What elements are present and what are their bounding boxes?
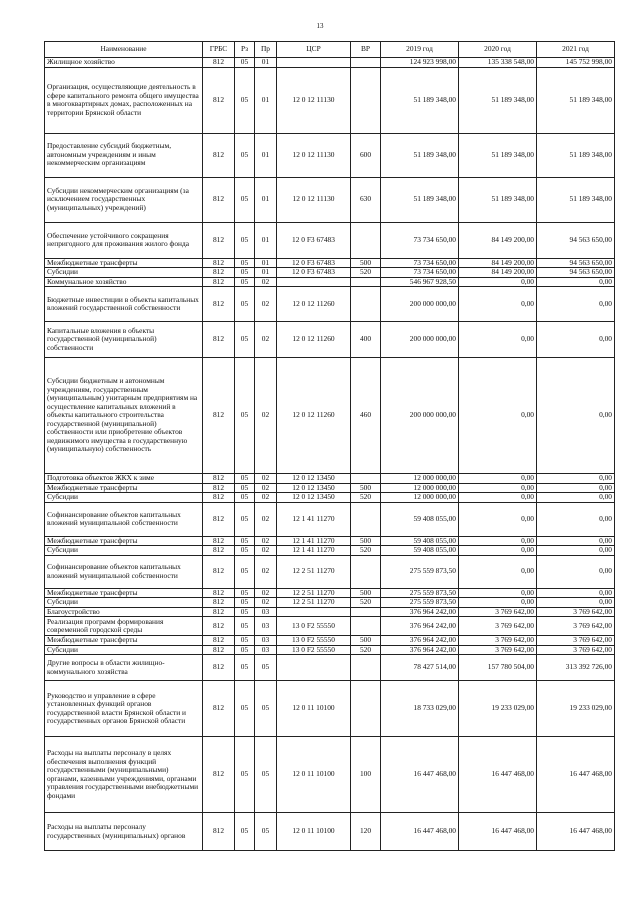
cell-csr: 12 2 51 11270: [277, 598, 351, 608]
table-body: [45, 58, 615, 851]
cell-rz: 05: [235, 322, 255, 358]
cell-rz: 05: [235, 268, 255, 278]
cell-2021: 0,00: [537, 588, 615, 598]
cell-2021: 313 392 726,00: [537, 655, 615, 681]
header-row: [45, 42, 615, 58]
cell-pr: 03: [255, 617, 277, 636]
table-row: [45, 177, 615, 222]
cell-grbs: 812: [203, 813, 235, 851]
cell-rz: 05: [235, 555, 255, 588]
cell-vr: 460: [351, 358, 381, 474]
cell-vr: 630: [351, 177, 381, 222]
cell-2019: 18 733 029,00: [381, 681, 459, 737]
table-row: [45, 268, 615, 278]
cell-2019: 12 000 000,00: [381, 483, 459, 493]
cell-2021: 0,00: [537, 555, 615, 588]
cell-2021: 16 447 468,00: [537, 737, 615, 813]
cell-grbs: 812: [203, 358, 235, 474]
table-row: [45, 655, 615, 681]
table-row: [45, 536, 615, 546]
table-row: [45, 607, 615, 617]
cell-csr: 12 1 41 11270: [277, 546, 351, 556]
cell-2020: 51 189 348,00: [459, 177, 537, 222]
cell-grbs: 812: [203, 636, 235, 646]
cell-pr: 05: [255, 655, 277, 681]
cell-csr: [277, 607, 351, 617]
cell-name: Субсидии некоммерческим организациям (за исключением государственных (муниципальных) учреждений): [45, 177, 203, 222]
cell-2019: 59 408 055,00: [381, 502, 459, 536]
cell-name: Софинансирование объектов капитальных вложений муниципальной собственности: [45, 502, 203, 536]
cell-grbs: 812: [203, 222, 235, 258]
table-row: [45, 502, 615, 536]
cell-csr: 12 0 12 11260: [277, 358, 351, 474]
cell-pr: 03: [255, 645, 277, 655]
cell-vr: 500: [351, 588, 381, 598]
table-row: [45, 58, 615, 68]
cell-name: Обеспечение устойчивого сокращения непригодного для проживания жилого фонда: [45, 222, 203, 258]
cell-2019: 275 559 873,50: [381, 555, 459, 588]
cell-2020: 3 769 642,00: [459, 636, 537, 646]
cell-grbs: 812: [203, 133, 235, 177]
cell-grbs: 812: [203, 67, 235, 133]
cell-2019: 73 734 650,00: [381, 222, 459, 258]
cell-2021: 145 752 998,00: [537, 58, 615, 68]
cell-pr: 01: [255, 177, 277, 222]
table-row: [45, 617, 615, 636]
table-row: [45, 474, 615, 484]
table-row: [45, 493, 615, 503]
table-row: [45, 277, 615, 287]
cell-2020: 84 149 200,00: [459, 268, 537, 278]
cell-2019: 275 559 873,50: [381, 588, 459, 598]
cell-csr: [277, 58, 351, 68]
cell-name: Софинансирование объектов капитальных вложений муниципальной собственности: [45, 555, 203, 588]
cell-grbs: 812: [203, 277, 235, 287]
cell-2020: 0,00: [459, 598, 537, 608]
cell-name: Реализация программ формирования современной городской среды: [45, 617, 203, 636]
header-2020: 2020 год: [459, 42, 537, 58]
cell-name: Расходы на выплаты персоналу государственных (муниципальных) органов: [45, 813, 203, 851]
header-2019: 2019 год: [381, 42, 459, 58]
cell-2020: 3 769 642,00: [459, 645, 537, 655]
cell-rz: 05: [235, 502, 255, 536]
cell-csr: 12 0 12 11260: [277, 322, 351, 358]
cell-csr: 13 0 F2 55550: [277, 636, 351, 646]
cell-pr: 05: [255, 681, 277, 737]
cell-name: Субсидии: [45, 546, 203, 556]
cell-2020: 84 149 200,00: [459, 258, 537, 268]
cell-2019: 200 000 000,00: [381, 358, 459, 474]
cell-2020: 0,00: [459, 287, 537, 322]
cell-2020: 135 338 548,00: [459, 58, 537, 68]
cell-grbs: 812: [203, 177, 235, 222]
table-row: [45, 588, 615, 598]
cell-rz: 05: [235, 655, 255, 681]
cell-vr: [351, 607, 381, 617]
budget-table: [44, 41, 615, 851]
cell-csr: 12 0 12 13450: [277, 474, 351, 484]
cell-pr: 01: [255, 133, 277, 177]
cell-pr: 02: [255, 322, 277, 358]
cell-rz: 05: [235, 813, 255, 851]
cell-csr: 12 2 51 11270: [277, 588, 351, 598]
header-csr: ЦСР: [277, 42, 351, 58]
cell-2021: 3 769 642,00: [537, 607, 615, 617]
cell-name: Межбюджетные трансферты: [45, 483, 203, 493]
cell-2019: 200 000 000,00: [381, 287, 459, 322]
cell-grbs: 812: [203, 502, 235, 536]
cell-pr: 02: [255, 483, 277, 493]
cell-csr: 12 0 F3 67483: [277, 268, 351, 278]
header-pr: Пр: [255, 42, 277, 58]
cell-2021: 16 447 468,00: [537, 813, 615, 851]
cell-rz: 05: [235, 681, 255, 737]
cell-name: Подготовка объектов ЖКХ к зиме: [45, 474, 203, 484]
header-2021: 2021 год: [537, 42, 615, 58]
cell-grbs: 812: [203, 681, 235, 737]
cell-2021: 0,00: [537, 474, 615, 484]
cell-name: Субсидии: [45, 268, 203, 278]
cell-name: Межбюджетные трансферты: [45, 636, 203, 646]
cell-vr: [351, 474, 381, 484]
cell-2021: 0,00: [537, 502, 615, 536]
cell-vr: [351, 287, 381, 322]
cell-rz: 05: [235, 536, 255, 546]
cell-grbs: 812: [203, 655, 235, 681]
cell-2019: 12 000 000,00: [381, 474, 459, 484]
cell-name: Жилищное хозяйство: [45, 58, 203, 68]
cell-grbs: 812: [203, 322, 235, 358]
cell-grbs: 812: [203, 483, 235, 493]
cell-2019: 73 734 650,00: [381, 268, 459, 278]
cell-2021: 51 189 348,00: [537, 177, 615, 222]
cell-vr: 500: [351, 536, 381, 546]
cell-2021: 0,00: [537, 358, 615, 474]
cell-name: Капитальные вложения в объекты государственной (муниципальной) собственности: [45, 322, 203, 358]
cell-pr: 02: [255, 493, 277, 503]
cell-name: Руководство и управление в сфере установленных функций органов государственной власти Брянской области и государственных органов Брянской области: [45, 681, 203, 737]
cell-2020: 0,00: [459, 555, 537, 588]
cell-2020: 0,00: [459, 546, 537, 556]
cell-grbs: 812: [203, 546, 235, 556]
cell-grbs: 812: [203, 737, 235, 813]
cell-2019: 16 447 468,00: [381, 737, 459, 813]
cell-pr: 05: [255, 737, 277, 813]
cell-rz: 05: [235, 636, 255, 646]
cell-vr: 520: [351, 645, 381, 655]
cell-2020: 0,00: [459, 588, 537, 598]
cell-grbs: 812: [203, 617, 235, 636]
cell-name: Межбюджетные трансферты: [45, 588, 203, 598]
cell-pr: 02: [255, 546, 277, 556]
cell-2020: 3 769 642,00: [459, 617, 537, 636]
cell-csr: 12 0 11 10100: [277, 681, 351, 737]
cell-2019: 275 559 873,50: [381, 598, 459, 608]
cell-csr: 12 1 41 11270: [277, 536, 351, 546]
cell-2021: 0,00: [537, 483, 615, 493]
cell-2019: 200 000 000,00: [381, 322, 459, 358]
cell-csr: [277, 277, 351, 287]
cell-pr: 02: [255, 598, 277, 608]
cell-name: Благоустройство: [45, 607, 203, 617]
cell-rz: 05: [235, 277, 255, 287]
cell-2021: 51 189 348,00: [537, 67, 615, 133]
cell-2020: 0,00: [459, 493, 537, 503]
cell-csr: 12 0 12 11130: [277, 177, 351, 222]
cell-vr: [351, 617, 381, 636]
cell-name: Субсидии: [45, 493, 203, 503]
cell-grbs: 812: [203, 607, 235, 617]
cell-vr: [351, 655, 381, 681]
cell-pr: 02: [255, 287, 277, 322]
cell-pr: 01: [255, 58, 277, 68]
cell-vr: [351, 502, 381, 536]
cell-csr: 12 0 12 13450: [277, 483, 351, 493]
cell-2021: 0,00: [537, 536, 615, 546]
cell-pr: 02: [255, 277, 277, 287]
cell-pr: 01: [255, 258, 277, 268]
cell-2020: 3 769 642,00: [459, 607, 537, 617]
cell-grbs: 812: [203, 598, 235, 608]
cell-rz: 05: [235, 358, 255, 474]
cell-vr: 500: [351, 258, 381, 268]
cell-name: Субсидии: [45, 645, 203, 655]
cell-2019: 73 734 650,00: [381, 258, 459, 268]
cell-vr: 500: [351, 483, 381, 493]
table-row: [45, 681, 615, 737]
cell-name: Предоставление субсидий бюджетным, автономным учреждениям и иным некоммерческим организациям: [45, 133, 203, 177]
cell-2021: 0,00: [537, 287, 615, 322]
cell-2020: 0,00: [459, 536, 537, 546]
cell-2021: 0,00: [537, 322, 615, 358]
cell-vr: 600: [351, 133, 381, 177]
table-row: [45, 813, 615, 851]
cell-rz: 05: [235, 474, 255, 484]
cell-2019: 376 964 242,00: [381, 617, 459, 636]
cell-grbs: 812: [203, 536, 235, 546]
table-row: [45, 258, 615, 268]
cell-vr: [351, 222, 381, 258]
cell-pr: 02: [255, 474, 277, 484]
cell-vr: 500: [351, 636, 381, 646]
cell-2019: 124 923 998,00: [381, 58, 459, 68]
header-vr: ВР: [351, 42, 381, 58]
table-row: [45, 598, 615, 608]
cell-name: Бюджетные инвестиции в объекты капитальных вложений государственной собственности: [45, 287, 203, 322]
cell-2019: 51 189 348,00: [381, 133, 459, 177]
cell-2021: 94 563 650,00: [537, 258, 615, 268]
cell-pr: 02: [255, 555, 277, 588]
cell-2020: 16 447 468,00: [459, 737, 537, 813]
cell-name: Субсидии: [45, 598, 203, 608]
cell-csr: 12 1 41 11270: [277, 502, 351, 536]
cell-csr: 12 0 11 10100: [277, 813, 351, 851]
table-row: [45, 222, 615, 258]
table-row: [45, 483, 615, 493]
cell-grbs: 812: [203, 268, 235, 278]
table-row: [45, 645, 615, 655]
cell-vr: 100: [351, 737, 381, 813]
cell-grbs: 812: [203, 645, 235, 655]
cell-2019: 376 964 242,00: [381, 645, 459, 655]
cell-2019: 51 189 348,00: [381, 67, 459, 133]
cell-vr: [351, 681, 381, 737]
cell-2021: 51 189 348,00: [537, 133, 615, 177]
cell-2021: 0,00: [537, 493, 615, 503]
cell-name: Коммунальное хозяйство: [45, 277, 203, 287]
cell-csr: 13 0 F2 55550: [277, 645, 351, 655]
cell-vr: [351, 67, 381, 133]
cell-rz: 05: [235, 177, 255, 222]
header-grbs: ГРБС: [203, 42, 235, 58]
cell-2020: 0,00: [459, 474, 537, 484]
table-row: [45, 737, 615, 813]
cell-2021: 0,00: [537, 598, 615, 608]
cell-rz: 05: [235, 222, 255, 258]
cell-pr: 02: [255, 502, 277, 536]
table-row: [45, 133, 615, 177]
cell-2021: 19 233 029,00: [537, 681, 615, 737]
cell-csr: [277, 655, 351, 681]
cell-pr: 03: [255, 636, 277, 646]
cell-grbs: 812: [203, 287, 235, 322]
cell-pr: 01: [255, 222, 277, 258]
cell-name: Организация, осуществляющие деятельность в сфере капитального ремонта общего имущества в многоквартирных домах, расположенных на территории Брянской области: [45, 67, 203, 133]
cell-rz: 05: [235, 617, 255, 636]
header-name: Наименование: [45, 42, 203, 58]
cell-2020: 16 447 468,00: [459, 813, 537, 851]
cell-pr: 02: [255, 358, 277, 474]
cell-rz: 05: [235, 287, 255, 322]
table-row: [45, 636, 615, 646]
cell-csr: 12 0 11 10100: [277, 737, 351, 813]
cell-pr: 03: [255, 607, 277, 617]
cell-2021: 94 563 650,00: [537, 222, 615, 258]
cell-pr: 05: [255, 813, 277, 851]
cell-name: Субсидии бюджетным и автономным учреждениям, государственным (муниципальным) унитарным предприятиям на осуществление капитальных вложений в объекты капитального строительства государственной (муниципальной) собственности или приобретение объектов недвижимого имущества в государственную (муниципальную) собственность: [45, 358, 203, 474]
cell-2021: 3 769 642,00: [537, 636, 615, 646]
cell-2020: 19 233 029,00: [459, 681, 537, 737]
cell-vr: [351, 277, 381, 287]
cell-2020: 0,00: [459, 502, 537, 536]
cell-rz: 05: [235, 588, 255, 598]
cell-2019: 376 964 242,00: [381, 607, 459, 617]
cell-rz: 05: [235, 133, 255, 177]
cell-csr: 12 0 F3 67483: [277, 222, 351, 258]
cell-2019: 16 447 468,00: [381, 813, 459, 851]
cell-csr: 12 0 F3 67483: [277, 258, 351, 268]
cell-name: Расходы на выплаты персоналу в целях обеспечения выполнения функций государственными (муниципальными) органами, казенными учреждениями, органами управления государственными внебюджетными фондами: [45, 737, 203, 813]
cell-grbs: 812: [203, 588, 235, 598]
cell-csr: 12 0 12 11130: [277, 133, 351, 177]
table-row: [45, 358, 615, 474]
table-row: [45, 555, 615, 588]
cell-2020: 0,00: [459, 277, 537, 287]
cell-rz: 05: [235, 67, 255, 133]
cell-name: Другие вопросы в области жилищно-коммунального хозяйства: [45, 655, 203, 681]
cell-rz: 05: [235, 546, 255, 556]
cell-2019: 59 408 055,00: [381, 546, 459, 556]
cell-2020: 51 189 348,00: [459, 67, 537, 133]
cell-vr: 520: [351, 598, 381, 608]
cell-vr: 520: [351, 493, 381, 503]
cell-pr: 02: [255, 536, 277, 546]
cell-2020: 51 189 348,00: [459, 133, 537, 177]
cell-pr: 01: [255, 67, 277, 133]
cell-vr: [351, 555, 381, 588]
cell-csr: 12 2 51 11270: [277, 555, 351, 588]
cell-vr: 520: [351, 268, 381, 278]
table-row: [45, 322, 615, 358]
cell-vr: 400: [351, 322, 381, 358]
cell-vr: [351, 58, 381, 68]
cell-vr: 520: [351, 546, 381, 556]
cell-grbs: 812: [203, 555, 235, 588]
cell-2019: 546 967 928,50: [381, 277, 459, 287]
cell-2020: 0,00: [459, 358, 537, 474]
cell-grbs: 812: [203, 258, 235, 268]
cell-2019: 51 189 348,00: [381, 177, 459, 222]
cell-name: Межбюджетные трансферты: [45, 536, 203, 546]
cell-2019: 59 408 055,00: [381, 536, 459, 546]
cell-rz: 05: [235, 645, 255, 655]
cell-rz: 05: [235, 493, 255, 503]
cell-2021: 0,00: [537, 546, 615, 556]
cell-rz: 05: [235, 598, 255, 608]
cell-rz: 05: [235, 258, 255, 268]
cell-rz: 05: [235, 58, 255, 68]
cell-csr: 13 0 F2 55550: [277, 617, 351, 636]
page-number: 13: [316, 22, 324, 30]
cell-2021: 3 769 642,00: [537, 617, 615, 636]
cell-grbs: 812: [203, 493, 235, 503]
cell-2019: 12 000 000,00: [381, 493, 459, 503]
cell-grbs: 812: [203, 58, 235, 68]
cell-csr: 12 0 12 11130: [277, 67, 351, 133]
cell-2021: 3 769 642,00: [537, 645, 615, 655]
cell-2021: 94 563 650,00: [537, 268, 615, 278]
cell-grbs: 812: [203, 474, 235, 484]
cell-rz: 05: [235, 737, 255, 813]
cell-pr: 02: [255, 588, 277, 598]
cell-2019: 376 964 242,00: [381, 636, 459, 646]
table-row: [45, 546, 615, 556]
cell-csr: 12 0 12 11260: [277, 287, 351, 322]
cell-name: Межбюджетные трансферты: [45, 258, 203, 268]
cell-2020: 84 149 200,00: [459, 222, 537, 258]
table-row: [45, 67, 615, 133]
cell-2020: 0,00: [459, 483, 537, 493]
cell-pr: 01: [255, 268, 277, 278]
cell-vr: 120: [351, 813, 381, 851]
cell-2020: 0,00: [459, 322, 537, 358]
cell-2020: 157 780 504,00: [459, 655, 537, 681]
table-row: [45, 287, 615, 322]
cell-rz: 05: [235, 607, 255, 617]
header-rz: Рз: [235, 42, 255, 58]
cell-2019: 78 427 514,00: [381, 655, 459, 681]
cell-2021: 0,00: [537, 277, 615, 287]
cell-csr: 12 0 12 13450: [277, 493, 351, 503]
cell-rz: 05: [235, 483, 255, 493]
